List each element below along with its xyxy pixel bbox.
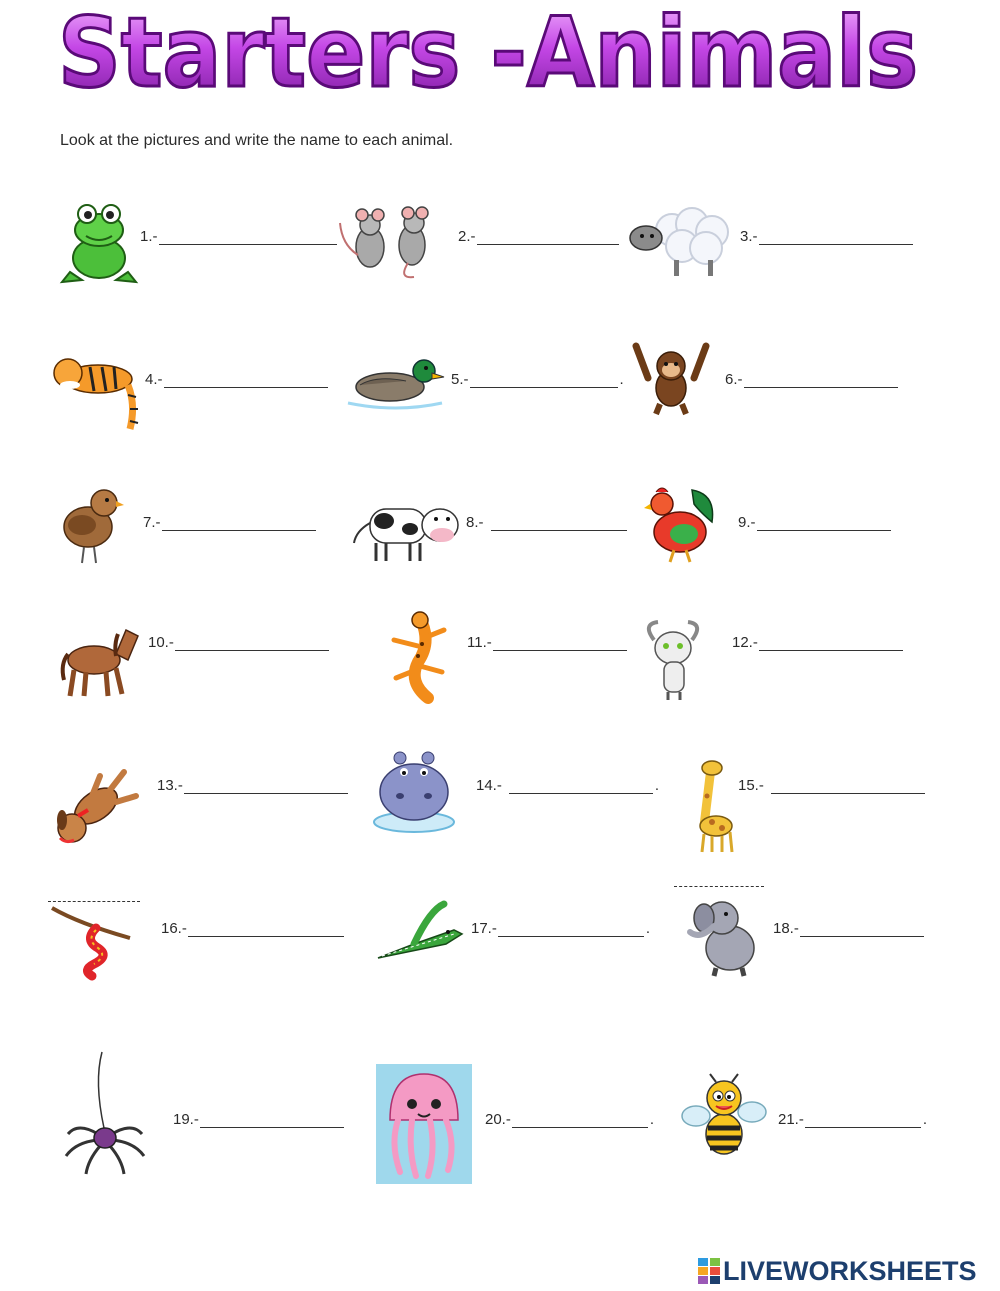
answer-4: [145, 371, 328, 388]
answer-input[interactable]: [184, 777, 348, 794]
liveworksheets-logo: [698, 1255, 977, 1287]
answer-21: [778, 1111, 927, 1128]
answer-input[interactable]: [771, 777, 925, 794]
answer-input[interactable]: [491, 514, 627, 531]
item-number: 20.-: [485, 1111, 511, 1128]
answer-input[interactable]: [759, 634, 903, 651]
answer-3: [740, 228, 913, 245]
answer-13: [157, 777, 348, 794]
answer-9: [738, 514, 891, 531]
answer-18: [773, 920, 924, 937]
answer-input[interactable]: [159, 228, 337, 245]
item-number: 10.-: [148, 634, 174, 651]
cow-icon: [352, 495, 460, 565]
answer-2: [458, 228, 619, 245]
crocodile-icon: [374, 900, 466, 970]
item-number: 4.-: [145, 371, 163, 388]
snake-icon: [50, 904, 136, 978]
answer-19: [173, 1111, 344, 1128]
item-number: 2.-: [458, 228, 476, 245]
page-title: [48, 0, 928, 108]
item-number: 5.-: [451, 371, 469, 388]
hippo-icon: [370, 748, 458, 836]
answer-input[interactable]: [175, 634, 329, 651]
chicken-icon: [640, 482, 720, 564]
item-number: 12.-: [732, 634, 758, 651]
answer-input[interactable]: [759, 228, 913, 245]
elephant-icon: [686, 892, 762, 976]
item-number: 3.-: [740, 228, 758, 245]
horse-icon: [60, 624, 140, 700]
item-tail: .: [619, 371, 624, 388]
giraffe-icon: [690, 756, 740, 854]
answer-input[interactable]: [200, 1111, 344, 1128]
dog-icon: [52, 762, 138, 850]
item-number: 14.-: [476, 777, 502, 794]
bee-icon: [680, 1072, 766, 1164]
logo-text: LIVEWORKSHEETS: [723, 1255, 977, 1286]
item-number: 6.-: [725, 371, 743, 388]
item-number: 19.-: [173, 1111, 199, 1128]
item-number: 17.-: [471, 920, 497, 937]
answer-input[interactable]: [744, 371, 898, 388]
logo-badge-icon: [698, 1258, 720, 1284]
answer-20: [485, 1111, 654, 1128]
goat-icon: [640, 620, 706, 702]
answer-16: [161, 920, 344, 937]
jellyfish-icon: [376, 1064, 472, 1184]
lizard-icon: [388, 612, 452, 700]
answer-input[interactable]: [512, 1111, 648, 1128]
instructions: Look at the pictures and write the name to each animal.: [60, 132, 454, 149]
duck-icon: [346, 355, 446, 415]
answer-input[interactable]: [498, 920, 644, 937]
item-number: 13.-: [157, 777, 183, 794]
answer-input[interactable]: [162, 514, 316, 531]
answer-10: [148, 634, 329, 651]
title-text: Starters -Animals: [58, 0, 918, 108]
frog-icon: [60, 200, 138, 286]
answer-8: [466, 514, 627, 531]
answer-input[interactable]: [805, 1111, 921, 1128]
item-number: 18.-: [773, 920, 799, 937]
answer-input[interactable]: [493, 634, 627, 651]
answer-14: [476, 777, 659, 794]
answer-5: [451, 371, 624, 388]
item-number: 7.-: [143, 514, 161, 531]
answer-1: [140, 228, 337, 245]
dashed-line: [674, 886, 764, 887]
item-number: 8.-: [466, 514, 484, 531]
answer-15: [738, 777, 925, 794]
item-tail: .: [649, 1111, 655, 1128]
item-number: 1.-: [140, 228, 158, 245]
answer-6: [725, 371, 898, 388]
answer-7: [143, 514, 316, 531]
answer-input[interactable]: [164, 371, 328, 388]
item-tail: .: [922, 1111, 928, 1128]
item-tail: .: [654, 777, 660, 794]
answer-12: [732, 634, 903, 651]
answer-11: [467, 634, 627, 651]
answer-17: [471, 920, 650, 937]
answer-input[interactable]: [477, 228, 619, 245]
item-number: 15.-: [738, 777, 764, 794]
mice-icon: [338, 205, 440, 281]
item-tail: .: [645, 920, 651, 937]
item-number: 16.-: [161, 920, 187, 937]
item-number: 9.-: [738, 514, 756, 531]
bird-icon: [52, 485, 126, 567]
item-number: 11.-: [467, 634, 492, 651]
tiger-icon: [50, 345, 138, 435]
monkey-icon: [630, 344, 712, 416]
sheep-icon: [626, 204, 734, 278]
answer-input[interactable]: [509, 777, 653, 794]
answer-input[interactable]: [800, 920, 924, 937]
item-number: 21.-: [778, 1111, 804, 1128]
answer-input[interactable]: [757, 514, 891, 531]
spider-icon: [64, 1052, 146, 1176]
answer-input[interactable]: [188, 920, 344, 937]
answer-input[interactable]: [470, 371, 618, 388]
dashed-line: [48, 901, 140, 902]
